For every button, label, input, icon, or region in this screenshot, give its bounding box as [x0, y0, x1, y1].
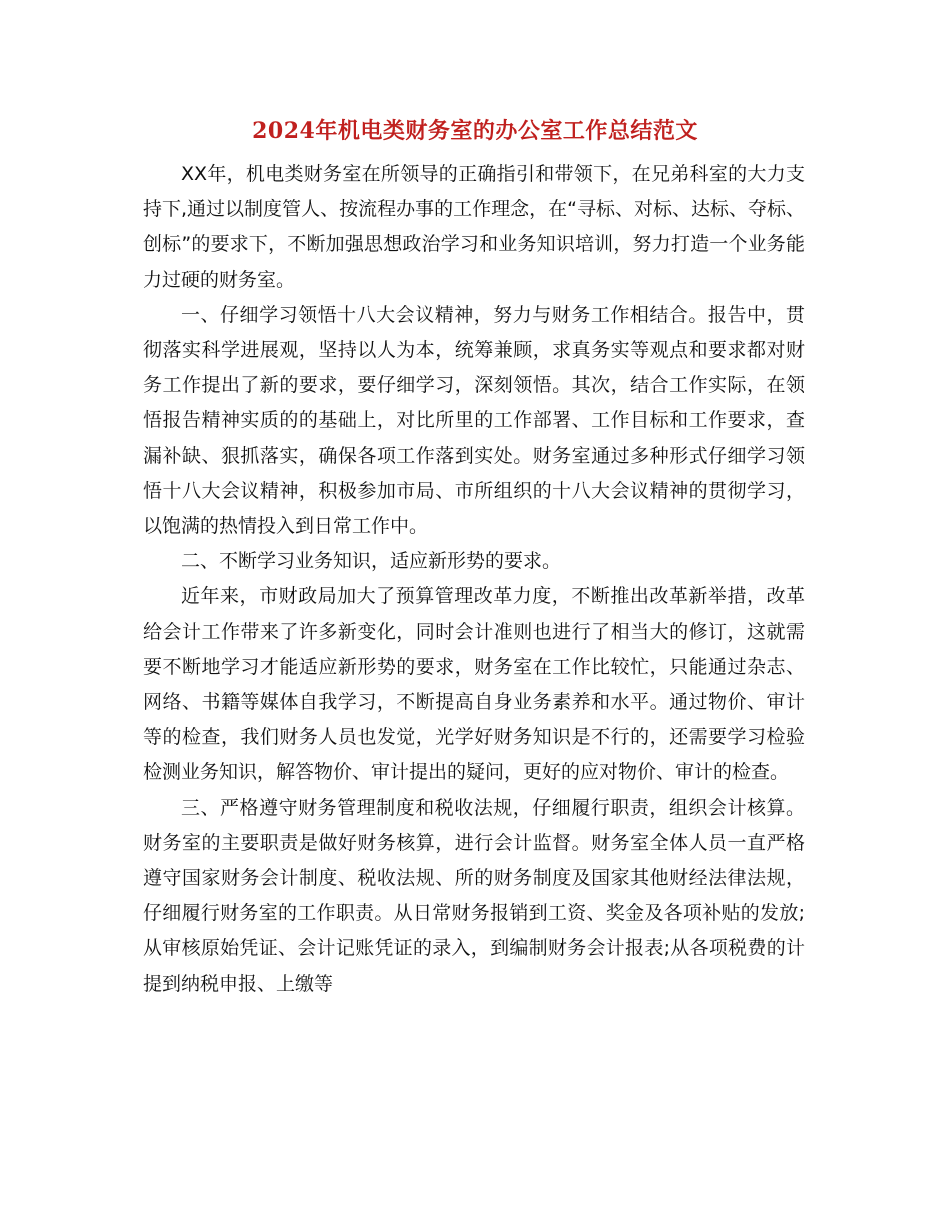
paragraph-section-3: 三、严格遵守财务管理制度和税收法规，仔细履行职责，组织会计核算。财务室的主要职责是做好财务核算，进行会计监督。财务室全体人员一直严格遵守国家财务会计制度、税收法规、所的财务制度及国家其他财经法律法规，仔细履行财务室的工作职责。从日常财务报销到工资、奖金及各项补贴的发放;从审核原始凭证、会计记账凭证的录入，到编制财务会计报表;从各项税费的计提到纳税申报、上缴等 [143, 796, 805, 995]
paragraph-section-1: 一、仔细学习领悟十八大会议精神，努力与财务工作相结合。报告中，贯彻落实科学进展观，坚持以人为本，统筹兼顾，求真务实等观点和要求都对财务工作提出了新的要求，要仔细学习，深刻领悟。其次，结合工作实际，在领悟报告精神实质的的基础上，对比所里的工作部署、工作目标和工作要求，查漏补缺、狠抓落实，确保各项工作落到实处。财务室通过多种形式仔细学习领悟十八大会议精神，积极参加市局、市所组织的十八大会议精神的贯彻学习，以饱满的热情投入到日常工作中。 [143, 303, 805, 538]
document-body [143, 157, 805, 1002]
document-title: 2024年机电类财务室的办公室工作总结范文 [252, 118, 698, 144]
paragraph-section-2-heading: 二、不断学习业务知识，适应新形势的要求。 [181, 550, 562, 573]
paragraph-intro: XX年，机电类财务室在所领导的正确指引和带领下，在兄弟科室的大力支持下,通过以制度管人、按流程办事的工作理念，在“寻标、对标、达标、夺标、创标”的要求下，不断加强思想政治学习和业务知识培训，努力打造一个业务能力过硬的财务室。 [143, 163, 805, 291]
paragraph-section-2-body: 近年来，市财政局加大了预算管理改革力度，不断推出改革新举措，改革给会计工作带来了许多新变化，同时会计准则也进行了相当大的修订，这就需要不断地学习才能适应新形势的要求，财务室在工作比较忙，只能通过杂志、网络、书籍等媒体自我学习，不断提高自身业务素养和水平。通过物价、审计等的检查，我们财务人员也发觉，光学好财务知识是不行的，还需要学习检验检测业务知识，解答物价、审计提出的疑问，更好的应对物价、审计的检查。 [143, 585, 805, 784]
